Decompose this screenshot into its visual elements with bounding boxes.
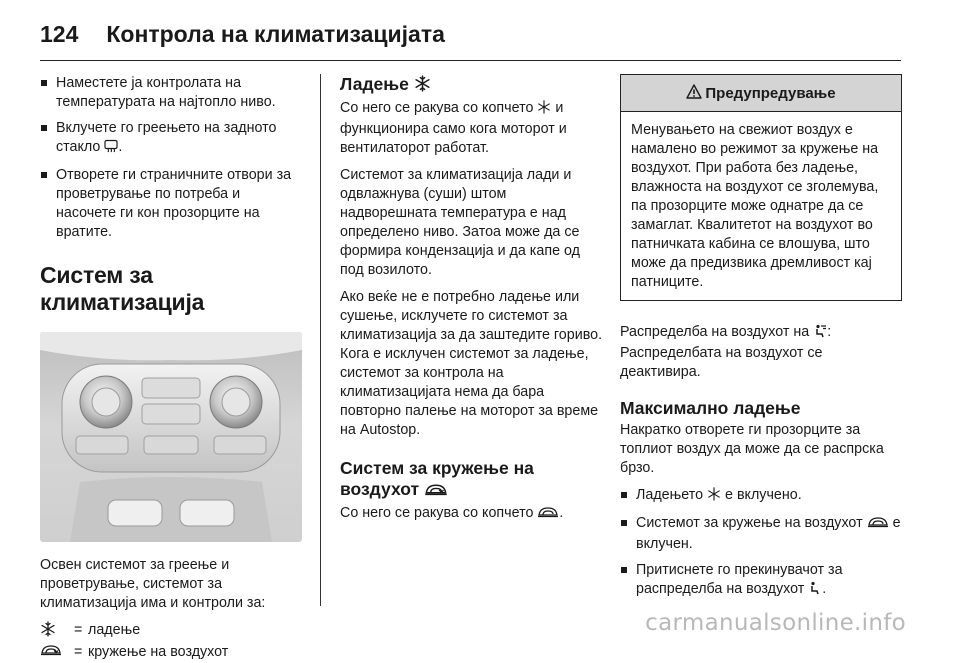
air-distribution-icon — [808, 581, 822, 601]
symbol-label: кружење на воздухот — [88, 644, 229, 660]
max-cooling-list — [620, 486, 902, 601]
max-cooling-heading: Максимално ладење — [620, 398, 801, 418]
list-item: Отворете ги страничните отвори за проветрување по потреба и насочете ги кон прозорците на вратите. — [40, 166, 304, 242]
list-item: Притиснете го прекинувачот за распределба на воздухот . — [620, 561, 902, 601]
snowflake-icon — [414, 75, 431, 97]
warning-box — [620, 74, 902, 301]
rear-window-heater-icon — [104, 139, 118, 159]
instruction-list — [40, 74, 304, 242]
symbol-row-recirculation: = кружење на воздухот — [40, 643, 304, 663]
recirculation-paragraph: Со него се ракува со копчето . — [340, 504, 605, 525]
cooling-heading: Ладење — [340, 74, 605, 97]
watermark: carmanualsonline.info — [645, 610, 906, 636]
list-item: Системот за кружење на воздухот е вклучен. — [620, 514, 902, 554]
distribution-paragraph: Распределба на воздухот на : Распределбата на воздухот се деактивира. — [620, 324, 832, 380]
snowflake-icon — [537, 100, 551, 120]
recirculation-icon — [40, 643, 62, 663]
recirculation-icon — [424, 481, 448, 502]
page-number: 124 — [40, 20, 79, 47]
warning-text: Менувањето на свежиот воздух е намалено во режимот за кружење на воздухот. При работа без ладење, влажноста на воздухот се зголемува, па прозорците може однатре да се замаглат. Квалитетот на воздухот во патничката кабина се влошува, што може да предизвика дремливост кај патниците. — [631, 122, 879, 290]
column-right — [620, 74, 902, 608]
list-item: Вклучете го греењето на задното стакло . — [40, 119, 304, 159]
page-header — [40, 14, 900, 54]
column-left — [40, 74, 304, 663]
cooling-paragraph: Системот за климатизација лади и одвлажнува (суши) штом надворешната температура е над определено ниво. Затоа може да се формира кондензација и да капе од под возилото. — [340, 167, 580, 278]
climate-control-photo — [40, 332, 302, 542]
column-middle — [340, 74, 605, 533]
page-title: Контрола на климатизацијата — [106, 20, 445, 47]
cooling-paragraph: Ако веќе не е потребно ладење или сушење, исклучете го системот за климатизација за да заштедите гориво. Кога е исклучен системот за ладење, системот за контрола на климатизацијата нема да бара повторно палење на моторот за време на Autostop. — [340, 289, 603, 438]
column-divider — [320, 74, 321, 606]
max-cooling-paragraph: Накратко отворете ги прозорците за топлиот воздух да може да се распрска брзо. — [620, 422, 884, 476]
cooling-paragraph: Со него се ракува со копчето и функционира само кога моторот и вентилаторот работат. — [340, 100, 567, 156]
list-item: Наместете ја контролата на температурата на најтопло ниво. — [40, 74, 304, 112]
photo-caption: Освен системот за греење и проветрување, системот за климатизација има и контроли за: — [40, 557, 266, 611]
list-item: Ладењето е вклучено. — [620, 486, 902, 507]
section-title: Систем за климатизација — [40, 262, 205, 315]
header-divider — [40, 60, 901, 61]
recirculation-heading: Систем за кружење на воздухот — [340, 458, 605, 502]
symbol-row-cooling: = ладење — [40, 621, 304, 643]
snowflake-icon — [707, 487, 721, 507]
warning-triangle-icon — [686, 84, 702, 103]
snowflake-icon — [40, 621, 56, 643]
recirculation-icon — [867, 515, 889, 535]
symbol-label: ладење — [88, 622, 141, 638]
air-distribution-icon — [813, 324, 827, 344]
warning-header: Предупредување — [621, 75, 901, 112]
recirculation-icon — [537, 505, 559, 525]
